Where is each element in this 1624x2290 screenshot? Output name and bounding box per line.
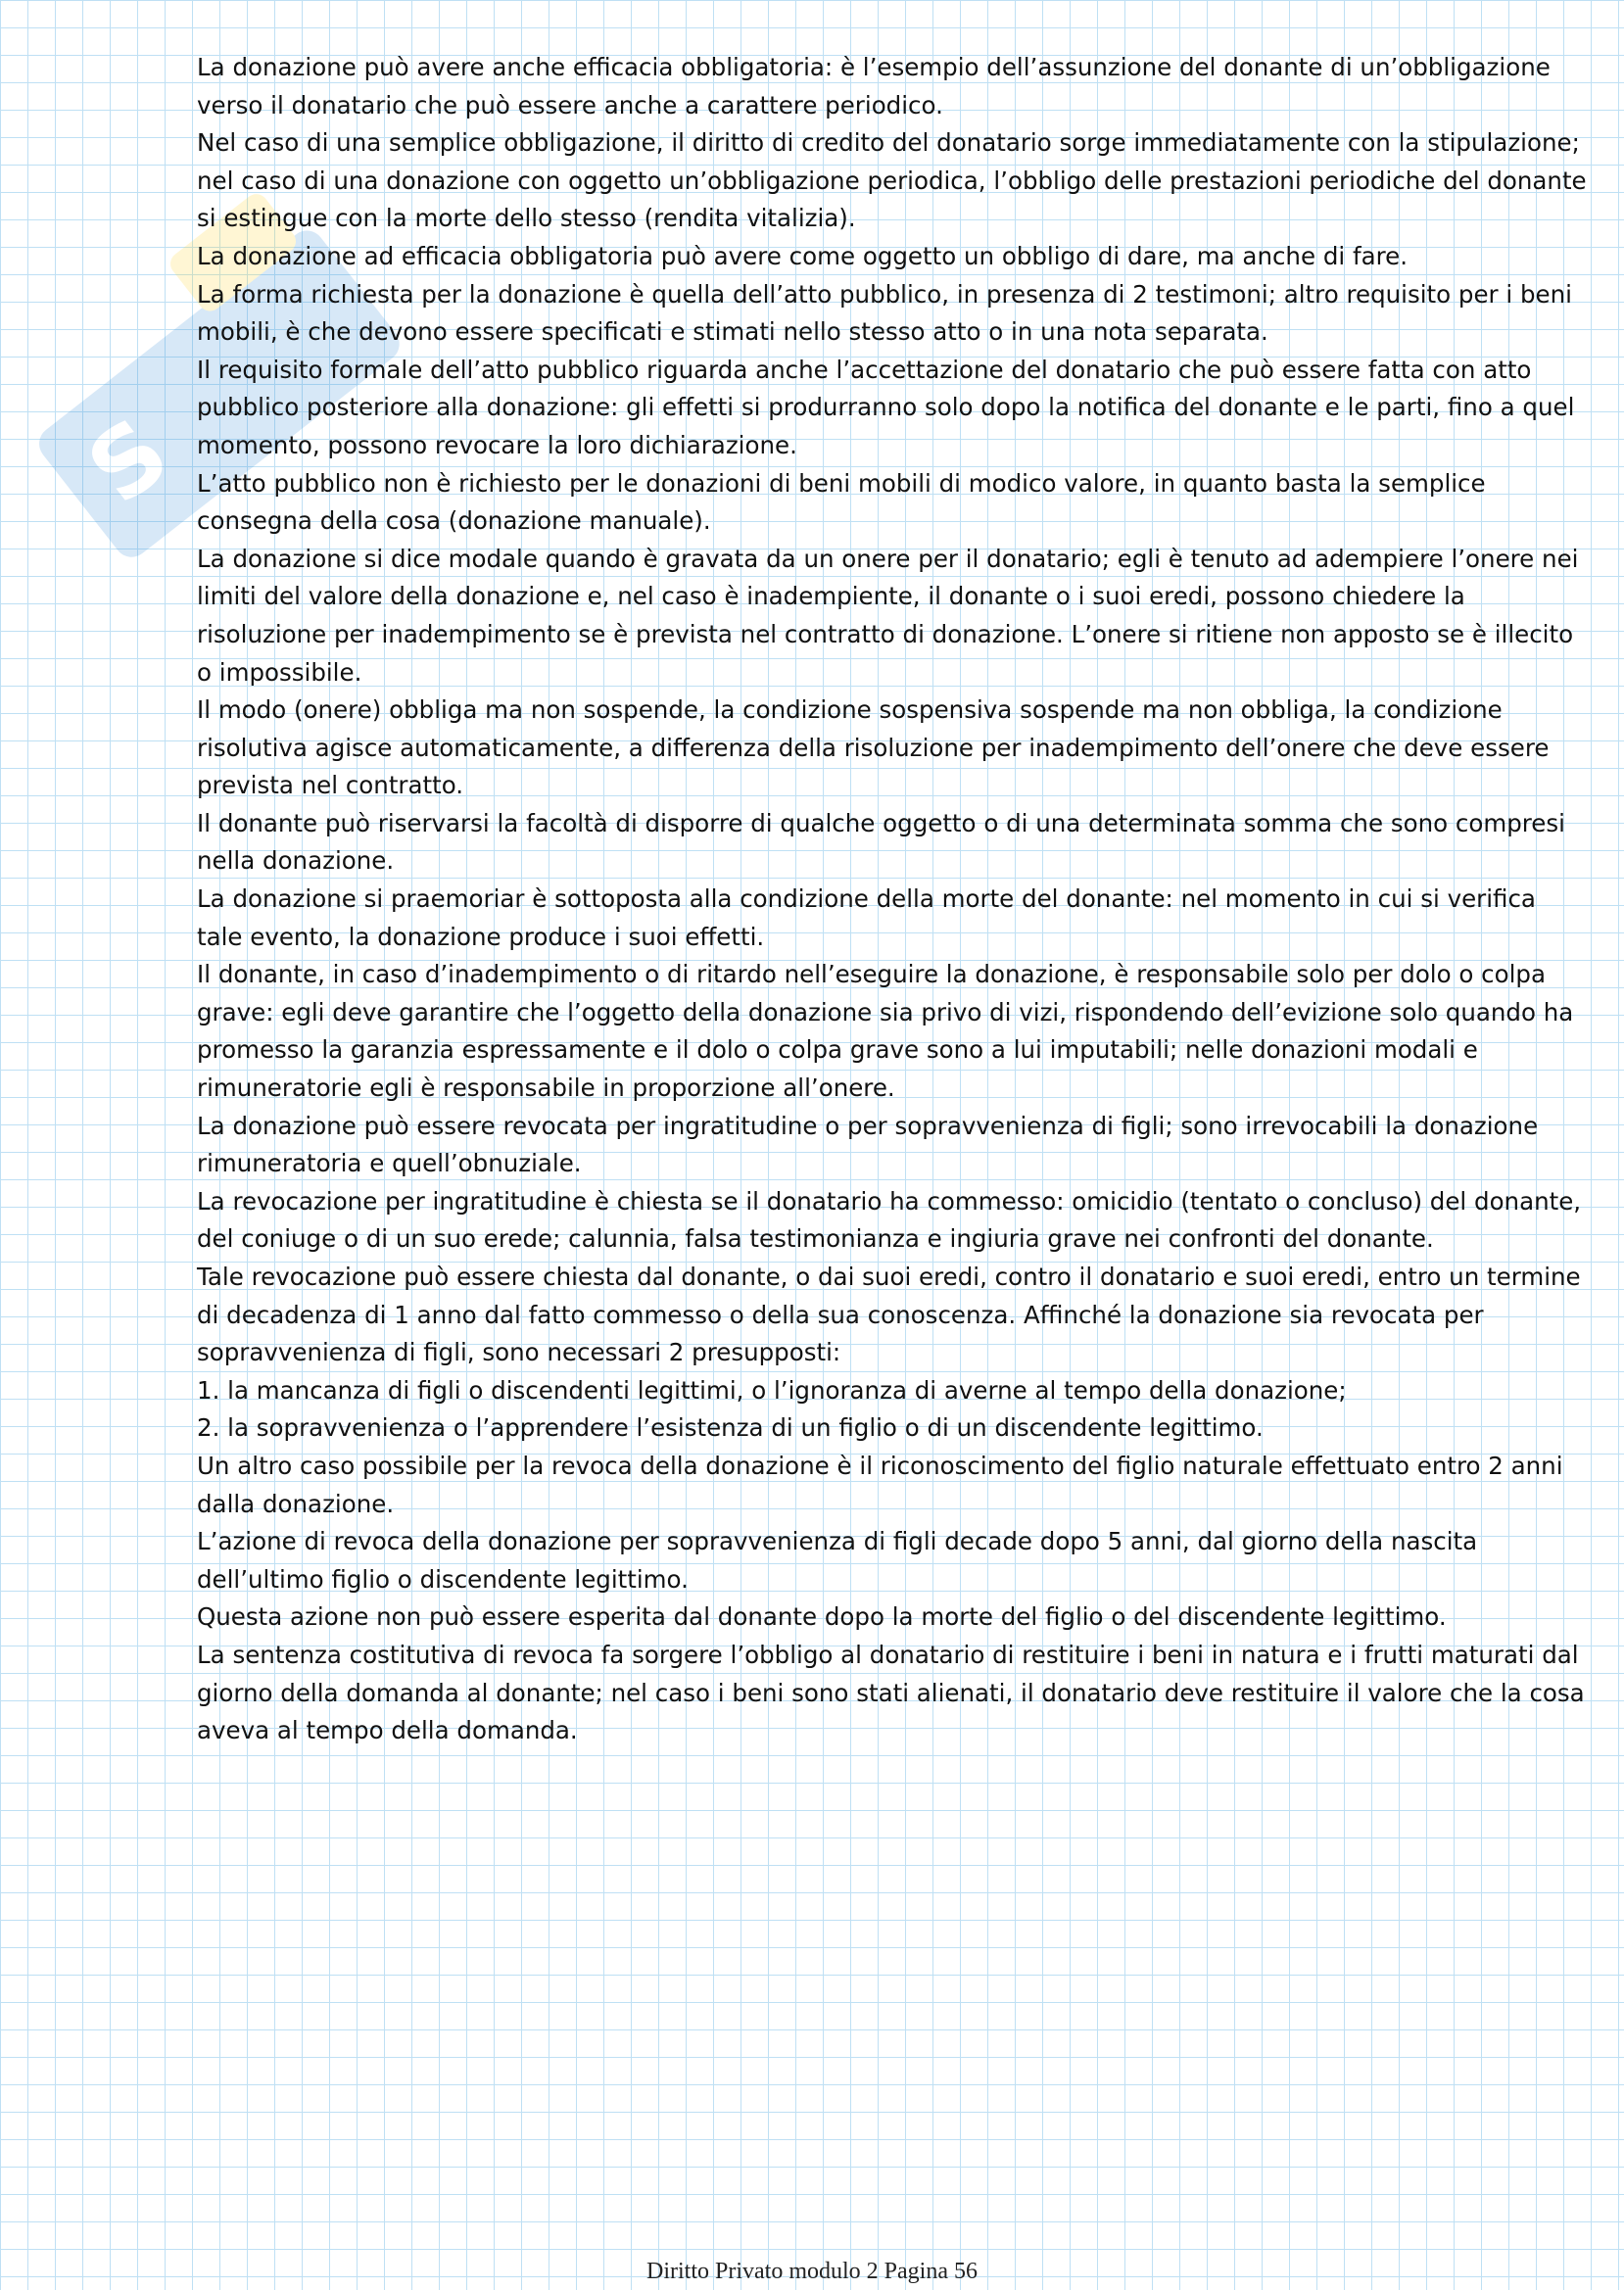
paragraph: L’azione di revoca della donazione per sopravvenienza di figli decade dopo 5 anni, dal giorno della nascita dell’ultimo figlio o discendente legittimo. (197, 1527, 1478, 1594)
page-footer: Diritto Privato modulo 2 Pagina 56 (646, 2259, 978, 2284)
paragraph: Questa azione non può essere esperita dal donante dopo la morte del figlio o del discendente legittimo. (197, 1602, 1447, 1632)
paragraph: Tale revocazione può essere chiesta dal donante, o dai suoi eredi, contro il donatario e suoi eredi, entro un termine di decadenza di 1 anno dal fatto commesso o della sua conoscenza. Affinché la donazione sia revocata per sopravvenienza di figli, sono necessari 2 presupposti: (197, 1263, 1581, 1367)
list-item: 2. la sopravvenienza o l’apprendere l’esistenza di un figlio o di un discendente legittimo. (197, 1413, 1264, 1443)
paragraph: La donazione può avere anche efficacia obbligatoria: è l’esempio dell’assunzione del donante di un’obbligazione verso il donatario che può essere anche a carattere periodico. (197, 53, 1551, 119)
paragraph: Il requisito formale dell’atto pubblico riguarda anche l’accettazione del donatario che può essere fatta con atto pubblico posteriore alla donazione: gli effetti si produrranno solo dopo la notifica del donante e le parti, fino a quel momento, possono revocare la loro dichiarazione. (197, 355, 1575, 459)
paragraph: La revocazione per ingratitudine è chiesta se il donatario ha commesso: omicidio (tentato o concluso) del donante, del coniuge o di un suo erede; calunnia, falsa testimonianza e ingiuria grave nei confronti del donante. (197, 1186, 1582, 1254)
paragraph: L’atto pubblico non è richiesto per le donazioni di beni mobili di modico valore, in quanto basta la semplice consegna della cosa (donazione manuale). (197, 468, 1486, 536)
paragraph: Nel caso di una semplice obbligazione, il diritto di credito del donatario sorge immediatamente con la stipulazione; nel caso di una donazione con oggetto un’obbligazione periodica, l’obbligo delle prestazioni periodiche del donante si estingue con la morte dello stesso (rendita vitalizia). (197, 128, 1587, 233)
paragraph: Un altro caso possibile per la revoca della donazione è il riconoscimento del figlio naturale effettuato entro 2 anni dalla donazione. (197, 1451, 1563, 1518)
paragraph: La donazione può essere revocata per ingratitudine o per sopravvenienza di figli; sono irrevocabili la donazione rimuneratoria e quell’obnuziale. (197, 1111, 1539, 1178)
paragraph: La donazione si dice modale quando è gravata da un onere per il donatario; egli è tenuto ad adempiere l’onere nei limiti del valore della donazione e, nel caso è inadempiente, il donante o i suoi eredi, possono chiedere la risoluzione per inadempimento se è prevista nel contratto di donazione. L’onere si ritiene non apposto se è illecito o impossibile. (197, 544, 1579, 687)
paragraph: La sentenza costitutiva di revoca fa sorgere l’obbligo al donatario di restituire i beni in natura e i frutti maturati dal giorno della domanda al donante; nel caso i beni sono stati alienati, il donatario deve restituire il valore che la cosa aveva al tempo della domanda. (197, 1640, 1585, 1745)
paragraph: Il donante può riservarsi la facoltà di disporre di qualche oggetto o di una determinata somma che sono compresi nella donazione. (197, 808, 1565, 876)
list-item: 1. la mancanza di figli o discendenti legittimi, o l’ignoranza di averne al tempo della donazione; (197, 1375, 1347, 1405)
document-body (197, 49, 1588, 1750)
paragraph: La donazione ad efficacia obbligatoria può avere come oggetto un obbligo di dare, ma anche di fare. (197, 241, 1409, 270)
paragraph: Il modo (onere) obbliga ma non sospende, la condizione sospensiva sospende ma non obbliga, la condizione risolutiva agisce automaticamente, a differenza della risoluzione per inadempimento dell’onere che deve essere prevista nel contratto. (197, 695, 1550, 800)
paragraph: La forma richiesta per la donazione è quella dell’atto pubblico, in presenza di 2 testimoni; altro requisito per i beni mobili, è che devono essere specificati e stimati nello stesso atto o in una nota separata. (197, 279, 1572, 347)
paragraph: La donazione si praemoriar è sottoposta alla condizione della morte del donante: nel momento in cui si verifica tale evento, la donazione produce i suoi effetti. (197, 884, 1536, 951)
paragraph: Il donante, in caso d’inadempimento o di ritardo nell’eseguire la donazione, è responsabile solo per dolo o colpa grave: egli deve garantire che l’oggetto della donazione sia privo di vizi, rispondendo dell’evizione solo quando ha promesso la garanzia espressamente e il dolo o colpa grave sono a lui imputabili; nelle donazioni modali e rimuneratorie egli è responsabile in proporzione all’onere. (197, 960, 1574, 1103)
watermark-letters: S (68, 397, 189, 526)
